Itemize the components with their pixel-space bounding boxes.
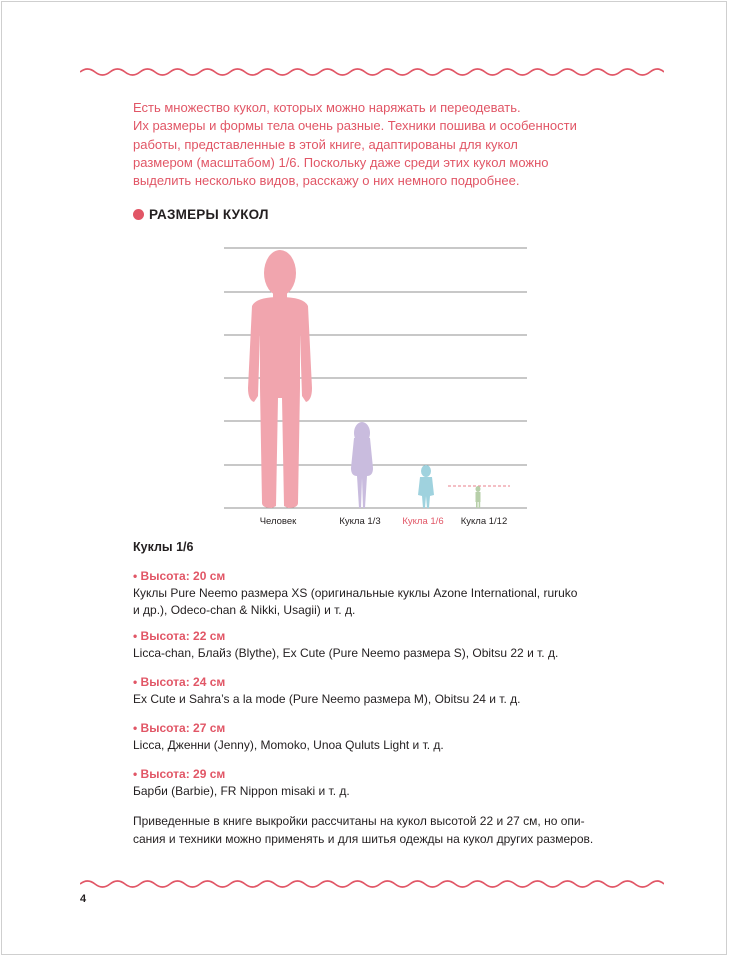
intro-line: работы, представленные в этой книге, адаптированы для кукол — [133, 136, 518, 152]
size-description-line: Барби (Barbie), FR Nippon misaki и т. д. — [133, 784, 350, 798]
label-doll-1-6: Кукла 1/6 — [402, 516, 444, 527]
size-description-line: Куклы Pure Neemo размера XS (оригинальные куклы Azone International, ruruko — [133, 586, 578, 600]
page-number: 4 — [80, 893, 87, 905]
size-description — [133, 645, 613, 662]
size-group-24 — [133, 674, 613, 708]
bullet-dot-icon — [133, 209, 144, 220]
bottom-wave-ornament — [80, 878, 664, 890]
size-description-line: Licca-chan, Блайз (Blythe), Ex Cute (Pure Neemo размера S), Obitsu 22 и т. д. — [133, 646, 559, 660]
size-description — [133, 691, 613, 708]
size-label: • Высота: 24 см — [133, 675, 226, 689]
size-label: • Высота: 20 см — [133, 569, 226, 583]
size-description — [133, 783, 613, 800]
size-group-20 — [133, 568, 613, 619]
size-label: • Высота: 27 см — [133, 721, 226, 735]
doll-1-3-silhouette — [351, 422, 373, 508]
top-wave-ornament — [80, 66, 664, 78]
doll-1-12-silhouette — [476, 486, 481, 508]
size-description-line: Ex Cute и Sahra’s a la mode (Pure Neemo размера M), Obitsu 24 и т. д. — [133, 692, 521, 706]
human-silhouette — [248, 250, 312, 508]
size-description-line: Licca, Дженни (Jenny), Momoko, Unoa Quluts Light и т. д. — [133, 738, 444, 752]
size-group-29 — [133, 766, 613, 800]
size-description-line: и др.), Odeco-chan & Nikki, Usagii) и т. д. — [133, 603, 356, 617]
label-doll-1-12: Кукла 1/12 — [460, 516, 508, 527]
size-label: • Высота: 29 см — [133, 767, 226, 781]
intro-line: выделить несколько видов, расскажу о них немного подробнее. — [133, 173, 520, 189]
section-heading — [133, 207, 269, 222]
size-label: • Высота: 22 см — [133, 629, 226, 643]
intro-paragraph — [133, 99, 633, 190]
doll-1-6-silhouette — [418, 465, 434, 508]
intro-line: размером (масштабом) 1/6. Поскольку даже среди этих кукол можно — [133, 154, 549, 170]
closing-paragraph — [133, 812, 623, 848]
doll-size-figure — [220, 238, 530, 538]
section-heading-text: РАЗМЕРЫ КУКОЛ — [149, 207, 269, 222]
closing-line: сания и техники можно применять и для шитья одежды на кукол других размеров. — [133, 832, 594, 846]
size-description — [133, 737, 613, 754]
intro-line: Есть множество кукол, которых можно наряжать и переодевать. — [133, 100, 521, 115]
intro-line: Их размеры и формы тела очень разные. Техники пошива и особенности — [133, 118, 577, 134]
size-group-22 — [133, 628, 613, 662]
size-comparison-illustration — [220, 238, 530, 518]
size-description — [133, 585, 613, 619]
label-doll-1-3: Кукла 1/3 — [339, 516, 381, 527]
size-group-27 — [133, 720, 613, 754]
dolls-block-title: Куклы 1/6 — [133, 540, 194, 554]
label-human: Человек — [259, 516, 297, 527]
closing-line: Приведенные в книге выкройки рассчитаны на кукол высотой 22 и 27 см, но опи- — [133, 814, 585, 828]
